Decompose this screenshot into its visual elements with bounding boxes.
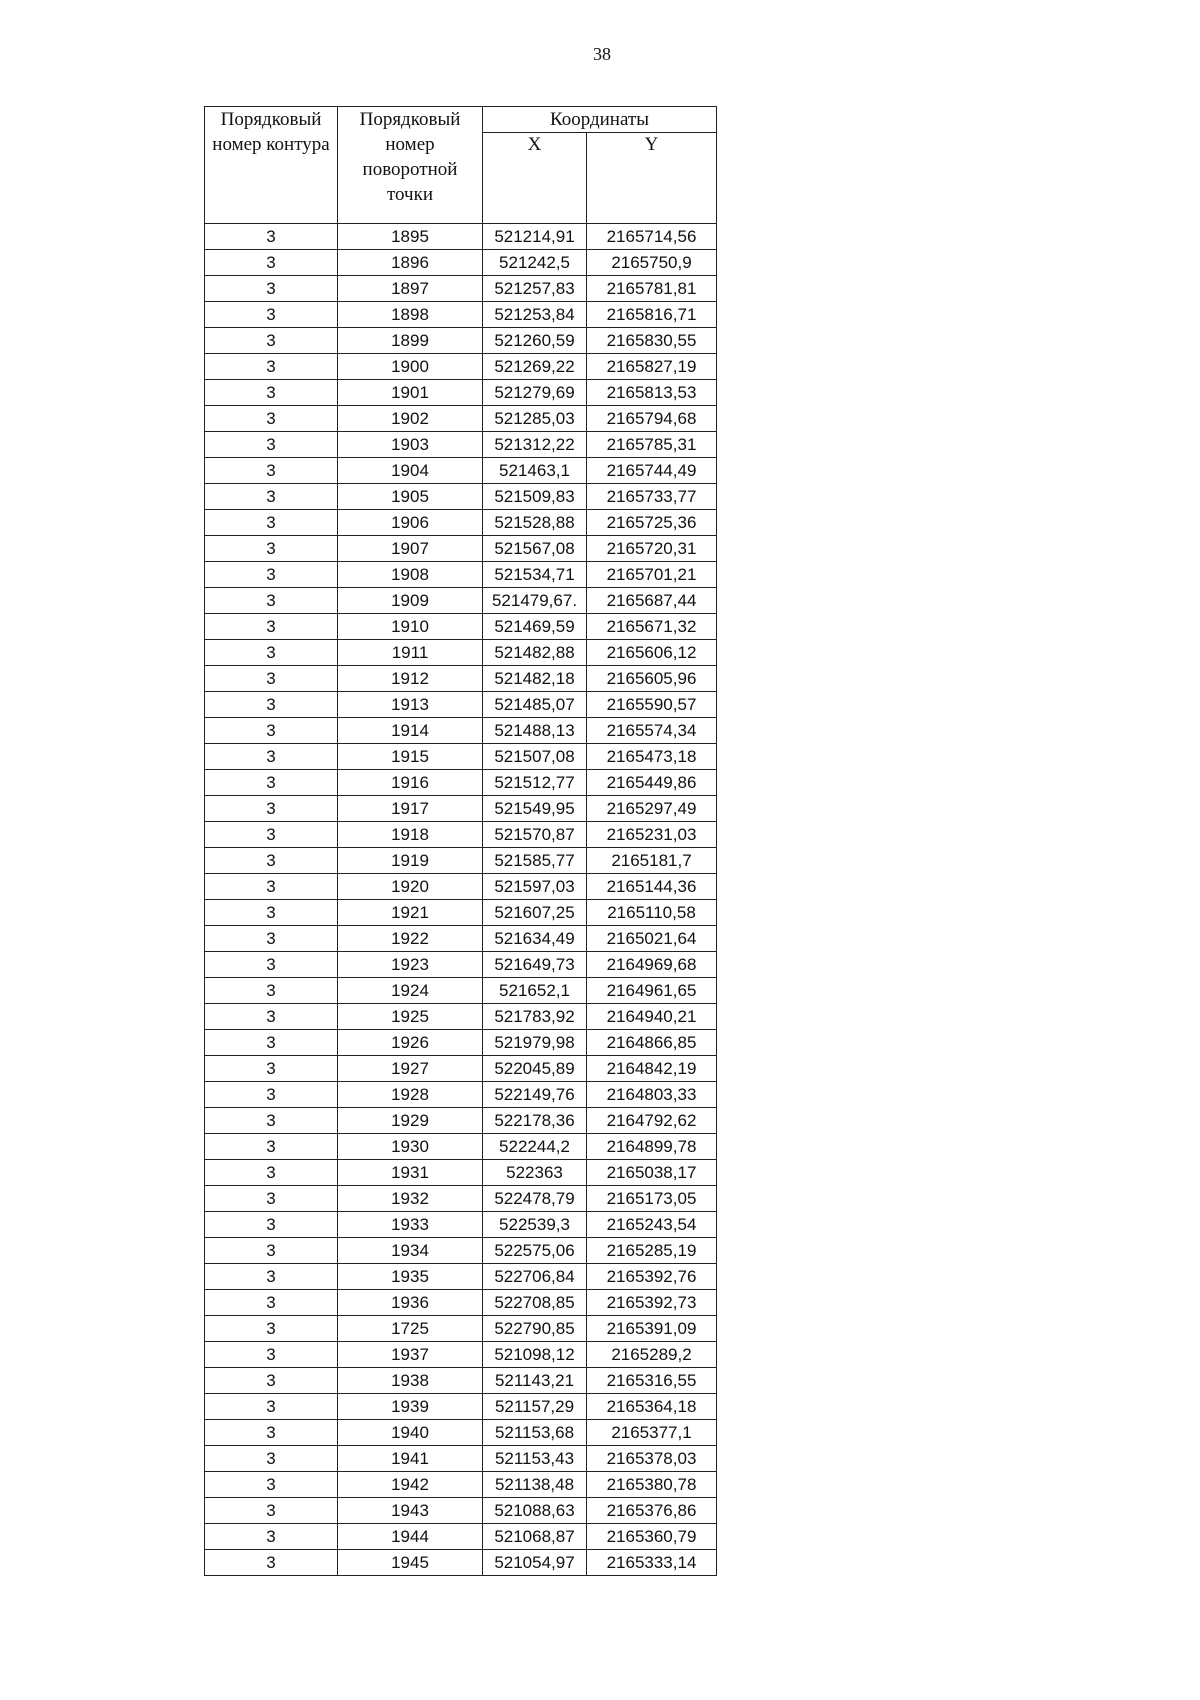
cell-contour: 3 [205, 1082, 338, 1108]
cell-contour: 3 [205, 1134, 338, 1160]
cell-point: 1913 [338, 692, 483, 718]
cell-contour: 3 [205, 1394, 338, 1420]
cell-point: 1929 [338, 1108, 483, 1134]
cell-x: 521469,59 [483, 614, 587, 640]
cell-x: 521479,67. [483, 588, 587, 614]
table-row [205, 1290, 717, 1316]
cell-point: 1908 [338, 562, 483, 588]
cell-y: 2165289,2 [587, 1342, 717, 1368]
table-row [205, 536, 717, 562]
table-row [205, 1082, 717, 1108]
table-row [205, 406, 717, 432]
cell-contour: 3 [205, 354, 338, 380]
table-row [205, 1446, 717, 1472]
page-number: 38 [593, 44, 611, 64]
table-row [205, 822, 717, 848]
table-row [205, 1264, 717, 1290]
cell-contour: 3 [205, 1108, 338, 1134]
cell-y: 2165391,09 [587, 1316, 717, 1342]
cell-contour: 3 [205, 744, 338, 770]
cell-y: 2165377,1 [587, 1420, 717, 1446]
cell-contour: 3 [205, 692, 338, 718]
cell-y: 2165173,05 [587, 1186, 717, 1212]
cell-point: 1932 [338, 1186, 483, 1212]
cell-x: 521153,43 [483, 1446, 587, 1472]
cell-x: 521253,84 [483, 302, 587, 328]
cell-contour: 3 [205, 1160, 338, 1186]
cell-y: 2165794,68 [587, 406, 717, 432]
cell-y: 2165380,78 [587, 1472, 717, 1498]
table-row [205, 900, 717, 926]
cell-contour: 3 [205, 1550, 338, 1576]
cell-contour: 3 [205, 1290, 338, 1316]
cell-point: 1909 [338, 588, 483, 614]
cell-x: 521528,88 [483, 510, 587, 536]
cell-y: 2165181,7 [587, 848, 717, 874]
cell-y: 2165671,32 [587, 614, 717, 640]
cell-y: 2165376,86 [587, 1498, 717, 1524]
cell-x: 521507,08 [483, 744, 587, 770]
table-row [205, 1134, 717, 1160]
table-row [205, 640, 717, 666]
cell-y: 2165285,19 [587, 1238, 717, 1264]
cell-y: 2165378,03 [587, 1446, 717, 1472]
cell-y: 2165813,53 [587, 380, 717, 406]
cell-x: 521260,59 [483, 328, 587, 354]
cell-y: 2165392,73 [587, 1290, 717, 1316]
cell-y: 2164940,21 [587, 1004, 717, 1030]
cell-point: 1921 [338, 900, 483, 926]
cell-x: 521482,88 [483, 640, 587, 666]
cell-contour: 3 [205, 276, 338, 302]
cell-x: 521783,92 [483, 1004, 587, 1030]
header-y: Y [587, 133, 717, 224]
cell-contour: 3 [205, 1368, 338, 1394]
cell-y: 2165785,31 [587, 432, 717, 458]
cell-point: 1935 [338, 1264, 483, 1290]
cell-y: 2165725,36 [587, 510, 717, 536]
cell-x: 521585,77 [483, 848, 587, 874]
cell-x: 521607,25 [483, 900, 587, 926]
cell-x: 521570,87 [483, 822, 587, 848]
cell-contour: 3 [205, 1056, 338, 1082]
cell-x: 521649,73 [483, 952, 587, 978]
cell-contour: 3 [205, 380, 338, 406]
cell-contour: 3 [205, 328, 338, 354]
cell-y: 2164803,33 [587, 1082, 717, 1108]
cell-y: 2165605,96 [587, 666, 717, 692]
cell-x: 521088,63 [483, 1498, 587, 1524]
cell-point: 1920 [338, 874, 483, 900]
cell-x: 521634,49 [483, 926, 587, 952]
cell-point: 1915 [338, 744, 483, 770]
cell-point: 1912 [338, 666, 483, 692]
cell-point: 1903 [338, 432, 483, 458]
cell-x: 521153,68 [483, 1420, 587, 1446]
table-row [205, 1472, 717, 1498]
cell-x: 522478,79 [483, 1186, 587, 1212]
table-row [205, 588, 717, 614]
cell-point: 1944 [338, 1524, 483, 1550]
cell-x: 521482,18 [483, 666, 587, 692]
cell-y: 2165316,55 [587, 1368, 717, 1394]
cell-contour: 3 [205, 1342, 338, 1368]
cell-point: 1936 [338, 1290, 483, 1316]
cell-point: 1923 [338, 952, 483, 978]
cell-point: 1937 [338, 1342, 483, 1368]
cell-contour: 3 [205, 1446, 338, 1472]
cell-y: 2165781,81 [587, 276, 717, 302]
cell-y: 2165297,49 [587, 796, 717, 822]
cell-x: 521509,83 [483, 484, 587, 510]
cell-x: 522149,76 [483, 1082, 587, 1108]
cell-point: 1945 [338, 1550, 483, 1576]
table-body [205, 224, 717, 1576]
cell-point: 1916 [338, 770, 483, 796]
table-row [205, 276, 717, 302]
cell-contour: 3 [205, 1030, 338, 1056]
cell-contour: 3 [205, 822, 338, 848]
cell-contour: 3 [205, 1316, 338, 1342]
cell-x: 521652,1 [483, 978, 587, 1004]
cell-contour: 3 [205, 1420, 338, 1446]
coordinates-table [204, 106, 717, 1576]
cell-y: 2165830,55 [587, 328, 717, 354]
cell-contour: 3 [205, 978, 338, 1004]
cell-contour: 3 [205, 848, 338, 874]
cell-y: 2165720,31 [587, 536, 717, 562]
cell-contour: 3 [205, 1186, 338, 1212]
cell-x: 522045,89 [483, 1056, 587, 1082]
cell-x: 521567,08 [483, 536, 587, 562]
cell-y: 2165590,57 [587, 692, 717, 718]
cell-x: 521054,97 [483, 1550, 587, 1576]
cell-point: 1895 [338, 224, 483, 250]
cell-x: 521285,03 [483, 406, 587, 432]
cell-contour: 3 [205, 666, 338, 692]
cell-point: 1917 [338, 796, 483, 822]
cell-x: 522575,06 [483, 1238, 587, 1264]
cell-contour: 3 [205, 640, 338, 666]
table-row [205, 1186, 717, 1212]
cell-point: 1897 [338, 276, 483, 302]
table-row [205, 562, 717, 588]
table-row [205, 224, 717, 250]
cell-contour: 3 [205, 588, 338, 614]
header-contour-number: Порядковый номер контура [205, 107, 338, 224]
cell-x: 521485,07 [483, 692, 587, 718]
table-row [205, 458, 717, 484]
cell-y: 2165243,54 [587, 1212, 717, 1238]
cell-point: 1942 [338, 1472, 483, 1498]
cell-contour: 3 [205, 796, 338, 822]
cell-point: 1922 [338, 926, 483, 952]
cell-x: 521312,22 [483, 432, 587, 458]
table-row [205, 796, 717, 822]
cell-contour: 3 [205, 1238, 338, 1264]
cell-y: 2165750,9 [587, 250, 717, 276]
table-row [205, 1160, 717, 1186]
table-row [205, 302, 717, 328]
cell-point: 1927 [338, 1056, 483, 1082]
cell-point: 1939 [338, 1394, 483, 1420]
cell-point: 1933 [338, 1212, 483, 1238]
cell-point: 1907 [338, 536, 483, 562]
cell-y: 2165333,14 [587, 1550, 717, 1576]
cell-contour: 3 [205, 432, 338, 458]
table-row [205, 1004, 717, 1030]
table-row [205, 978, 717, 1004]
cell-contour: 3 [205, 926, 338, 952]
cell-point: 1901 [338, 380, 483, 406]
cell-x: 522708,85 [483, 1290, 587, 1316]
cell-point: 1910 [338, 614, 483, 640]
cell-point: 1924 [338, 978, 483, 1004]
cell-point: 1941 [338, 1446, 483, 1472]
cell-y: 2164899,78 [587, 1134, 717, 1160]
cell-y: 2165816,71 [587, 302, 717, 328]
cell-point: 1725 [338, 1316, 483, 1342]
cell-contour: 3 [205, 718, 338, 744]
cell-contour: 3 [205, 614, 338, 640]
cell-contour: 3 [205, 1004, 338, 1030]
table-row [205, 1056, 717, 1082]
cell-x: 521512,77 [483, 770, 587, 796]
cell-x: 521488,13 [483, 718, 587, 744]
cell-x: 521269,22 [483, 354, 587, 380]
cell-x: 522244,2 [483, 1134, 587, 1160]
table-row [205, 354, 717, 380]
cell-contour: 3 [205, 536, 338, 562]
cell-x: 521549,95 [483, 796, 587, 822]
cell-y: 2165687,44 [587, 588, 717, 614]
cell-point: 1898 [338, 302, 483, 328]
table-row [205, 328, 717, 354]
cell-x: 521157,29 [483, 1394, 587, 1420]
cell-y: 2165714,56 [587, 224, 717, 250]
cell-x: 522363 [483, 1160, 587, 1186]
cell-y: 2164842,19 [587, 1056, 717, 1082]
cell-point: 1902 [338, 406, 483, 432]
cell-y: 2165606,12 [587, 640, 717, 666]
cell-contour: 3 [205, 484, 338, 510]
cell-contour: 3 [205, 952, 338, 978]
header-coordinates: Координаты [483, 107, 717, 133]
cell-x: 521979,98 [483, 1030, 587, 1056]
cell-x: 521463,1 [483, 458, 587, 484]
cell-y: 2164866,85 [587, 1030, 717, 1056]
cell-point: 1919 [338, 848, 483, 874]
table-row [205, 1394, 717, 1420]
cell-y: 2165574,34 [587, 718, 717, 744]
table-row [205, 770, 717, 796]
cell-y: 2165364,18 [587, 1394, 717, 1420]
cell-x: 521279,69 [483, 380, 587, 406]
cell-x: 521068,87 [483, 1524, 587, 1550]
cell-y: 2165473,18 [587, 744, 717, 770]
table-row [205, 692, 717, 718]
cell-x: 522706,84 [483, 1264, 587, 1290]
cell-contour: 3 [205, 302, 338, 328]
cell-point: 1899 [338, 328, 483, 354]
cell-point: 1938 [338, 1368, 483, 1394]
cell-x: 521242,5 [483, 250, 587, 276]
cell-contour: 3 [205, 1498, 338, 1524]
cell-x: 521597,03 [483, 874, 587, 900]
table-row [205, 432, 717, 458]
table-row [205, 718, 717, 744]
table-row [205, 744, 717, 770]
cell-point: 1904 [338, 458, 483, 484]
cell-point: 1943 [338, 1498, 483, 1524]
header-point-number: Порядковый номер поворотной точки [338, 107, 483, 224]
cell-x: 522790,85 [483, 1316, 587, 1342]
cell-contour: 3 [205, 1524, 338, 1550]
cell-y: 2164792,62 [587, 1108, 717, 1134]
header-x: X [483, 133, 587, 224]
cell-x: 521143,21 [483, 1368, 587, 1394]
table-row [205, 380, 717, 406]
table-row [205, 1212, 717, 1238]
table-row [205, 250, 717, 276]
cell-contour: 3 [205, 900, 338, 926]
cell-contour: 3 [205, 406, 338, 432]
cell-x: 521257,83 [483, 276, 587, 302]
table-row [205, 1238, 717, 1264]
cell-x: 521138,48 [483, 1472, 587, 1498]
cell-contour: 3 [205, 1472, 338, 1498]
table-row [205, 1550, 717, 1576]
cell-point: 1931 [338, 1160, 483, 1186]
table-row [205, 874, 717, 900]
cell-y: 2165701,21 [587, 562, 717, 588]
table-row [205, 1030, 717, 1056]
cell-x: 521214,91 [483, 224, 587, 250]
cell-point: 1928 [338, 1082, 483, 1108]
table-row [205, 1108, 717, 1134]
cell-point: 1940 [338, 1420, 483, 1446]
table-row [205, 1316, 717, 1342]
cell-y: 2164969,68 [587, 952, 717, 978]
table-row [205, 848, 717, 874]
cell-point: 1934 [338, 1238, 483, 1264]
cell-y: 2165231,03 [587, 822, 717, 848]
cell-x: 521098,12 [483, 1342, 587, 1368]
table-row [205, 1342, 717, 1368]
cell-point: 1926 [338, 1030, 483, 1056]
cell-y: 2165110,58 [587, 900, 717, 926]
cell-contour: 3 [205, 458, 338, 484]
cell-contour: 3 [205, 874, 338, 900]
table-row [205, 1524, 717, 1550]
cell-point: 1918 [338, 822, 483, 848]
table-row [205, 926, 717, 952]
cell-contour: 3 [205, 1212, 338, 1238]
table-row [205, 614, 717, 640]
cell-contour: 3 [205, 250, 338, 276]
cell-point: 1905 [338, 484, 483, 510]
table-row [205, 1368, 717, 1394]
cell-x: 522539,3 [483, 1212, 587, 1238]
table-row [205, 484, 717, 510]
table-row [205, 666, 717, 692]
cell-point: 1914 [338, 718, 483, 744]
cell-point: 1930 [338, 1134, 483, 1160]
cell-contour: 3 [205, 224, 338, 250]
cell-y: 2165744,49 [587, 458, 717, 484]
table-row [205, 510, 717, 536]
cell-y: 2165392,76 [587, 1264, 717, 1290]
cell-y: 2165733,77 [587, 484, 717, 510]
cell-point: 1911 [338, 640, 483, 666]
cell-y: 2165360,79 [587, 1524, 717, 1550]
table-row [205, 1498, 717, 1524]
cell-y: 2164961,65 [587, 978, 717, 1004]
table-row [205, 952, 717, 978]
cell-x: 521534,71 [483, 562, 587, 588]
cell-point: 1900 [338, 354, 483, 380]
cell-contour: 3 [205, 510, 338, 536]
cell-y: 2165038,17 [587, 1160, 717, 1186]
cell-contour: 3 [205, 770, 338, 796]
cell-y: 2165449,86 [587, 770, 717, 796]
cell-point: 1896 [338, 250, 483, 276]
cell-contour: 3 [205, 1264, 338, 1290]
cell-y: 2165827,19 [587, 354, 717, 380]
table-header [205, 107, 717, 224]
cell-y: 2165144,36 [587, 874, 717, 900]
cell-contour: 3 [205, 562, 338, 588]
table-row [205, 1420, 717, 1446]
cell-y: 2165021,64 [587, 926, 717, 952]
cell-point: 1925 [338, 1004, 483, 1030]
cell-x: 522178,36 [483, 1108, 587, 1134]
cell-point: 1906 [338, 510, 483, 536]
